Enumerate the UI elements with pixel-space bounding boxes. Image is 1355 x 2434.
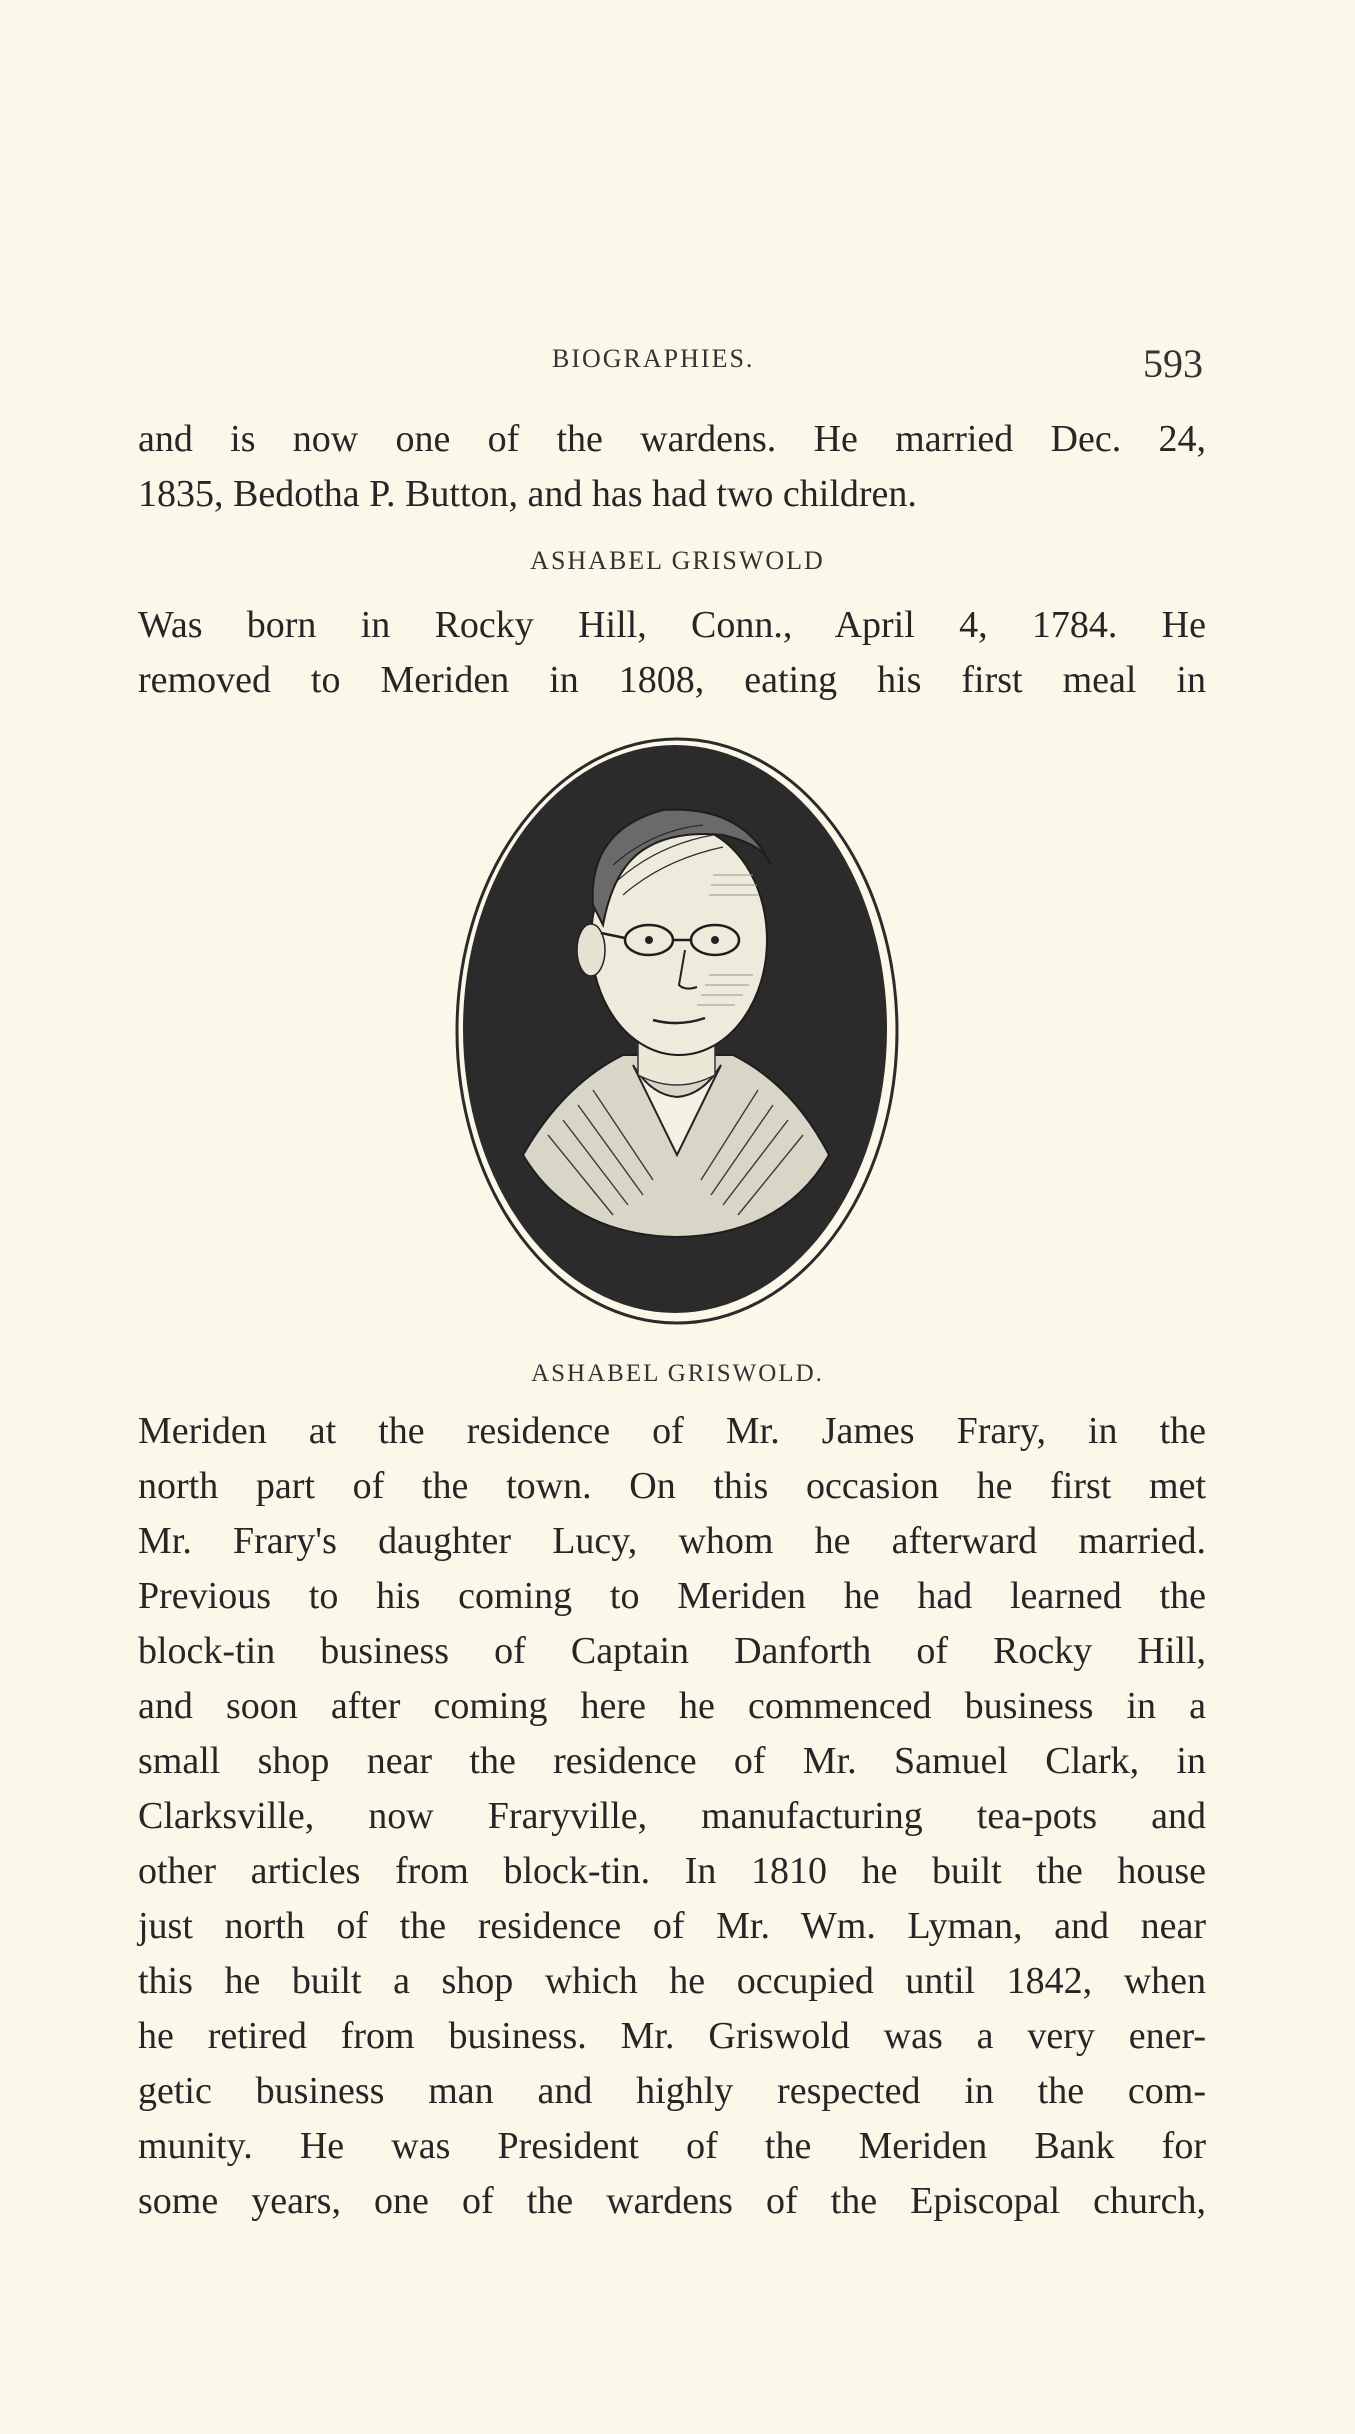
text-line: Meriden at the residence of Mr. James Frary, in the — [138, 1410, 1206, 1452]
text-line: small shop near the residence of Mr. Samuel Clark, in — [138, 1740, 1206, 1782]
text-line: Was born in Rocky Hill, Conn., April 4, 1784. He — [138, 604, 1206, 646]
text-line: and is now one of the wardens. He married Dec. 24, — [138, 418, 1206, 460]
text-line: other articles from block-tin. In 1810 he built the house — [138, 1850, 1206, 1892]
text-line: north part of the town. On this occasion he first met — [138, 1465, 1206, 1507]
portrait-engraving — [453, 735, 901, 1327]
page-number: 593 — [1143, 341, 1203, 386]
intro-paragraph — [138, 412, 1206, 522]
bio-opening — [138, 598, 1206, 708]
running-title: BIOGRAPHIES. — [552, 344, 755, 373]
text-line: Mr. Frary's daughter Lucy, whom he afterward married. — [138, 1520, 1206, 1562]
text-line: getic business man and highly respected in the com- — [138, 2070, 1206, 2112]
bio-continued — [138, 1404, 1206, 2229]
text-line: munity. He was President of the Meriden Bank for — [138, 2125, 1206, 2167]
text-line: some years, one of the wardens of the Episcopal church, — [138, 2180, 1206, 2222]
engraved-oval-portrait-icon — [453, 735, 901, 1327]
text-line: block-tin business of Captain Danforth of Rocky Hill, — [138, 1630, 1206, 1672]
text-line: Previous to his coming to Meriden he had learned the — [138, 1575, 1206, 1617]
text-line: just north of the residence of Mr. Wm. Lyman, and near — [138, 1905, 1206, 1947]
text-line: removed to Meriden in 1808, eating his first meal in — [138, 659, 1206, 701]
text-line: this he built a shop which he occupied until 1842, when — [138, 1960, 1206, 2002]
section-heading: ASHABEL GRISWOLD — [530, 546, 825, 575]
text-line: and soon after coming here he commenced business in a — [138, 1685, 1206, 1727]
text-line: Clarksville, now Fraryville, manufacturing tea-pots and — [138, 1795, 1206, 1837]
portrait-caption: ASHABEL GRISWOLD. — [531, 1360, 824, 1387]
text-line: 1835, Bedotha P. Button, and has had two children. — [138, 473, 917, 515]
text-line: he retired from business. Mr. Griswold was a very ener- — [138, 2015, 1206, 2057]
running-head — [0, 340, 1355, 400]
